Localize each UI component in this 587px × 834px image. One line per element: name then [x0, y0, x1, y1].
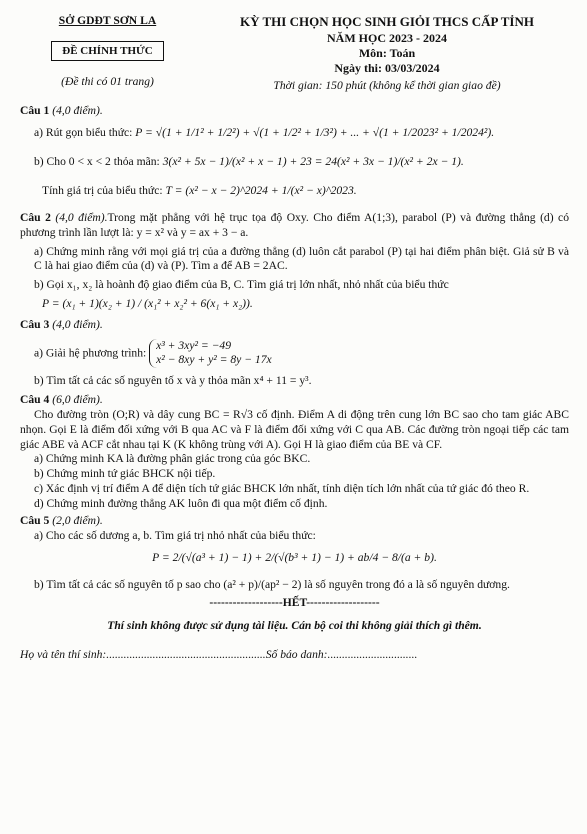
q3-eq1: x³ + 3xy² = −49	[156, 338, 231, 352]
q2-b-formula: P = (x₁ + 1)(x₂ + 1) / (x₁² + x₂² + 6(x₁ + x₂)).	[42, 296, 253, 310]
exam-header	[20, 14, 569, 94]
q1-a-label: a) Rút gọn biểu thức:	[34, 126, 133, 140]
school-year: NĂM HỌC 2023 - 2024	[327, 30, 447, 45]
official-badge: ĐỀ CHÍNH THỨC	[51, 41, 163, 61]
q3-eq2: x² − 8xy + y² = 8y − 17x	[156, 353, 272, 367]
q2-heading: Câu 2	[20, 210, 51, 224]
q4-intro: Cho đường tròn (O;R) và dây cung BC = R√3 cố định. Điểm A di động trên cung lớn BC sao cho tam giác ABC nhọn. Gọi E là điểm đối xứng với B qua AC và F là điểm đối xứng với C qua AB. Các đường tròn ngoại tiếp các tam giác ABE và ACF cắt nhau tại K (K không trùng với A). Gọi H là giao điểm của BE và CF.	[20, 407, 569, 451]
q1-a	[20, 126, 569, 141]
subject: Môn: Toán	[358, 45, 416, 60]
q5-a: a) Cho các số dương a, b. Tìm giá trị nhỏ nhất của biểu thức:	[34, 528, 316, 542]
exam-title: KỲ THI CHỌN HỌC SINH GIỎI THCS CẤP TỈNH	[239, 14, 534, 29]
q2-b: b) Gọi x₁, x₂ là hoành độ giao điểm của B, C. Tìm giá trị lớn nhất, nhỏ nhất của biểu thức	[34, 278, 449, 292]
question-4	[20, 393, 569, 512]
candidate-info-line: Họ và tên thí sinh:.......................................................Số báo danh:...............................	[20, 647, 418, 661]
question-2	[20, 211, 569, 312]
page-count: (Đề thi có 01 trang)	[61, 74, 154, 88]
q1-c	[20, 184, 569, 199]
q2-intro: Trong mặt phẳng với hệ trục tọa độ Oxy. Cho điểm A(1;3), parabol (P) và đường thẳng (d) có phương trình lần lượt là: y = x² và y = ax + 3 − a.	[20, 210, 569, 239]
q4-heading: Câu 4	[20, 393, 50, 407]
q1-b-formula: 3(x² + 5x − 1)/(x² + x − 1) + 23 = 24(x² + 3x − 1)/(x² + 2x − 1).	[162, 155, 464, 169]
header-left	[20, 14, 195, 94]
exam-date: Ngày thi: 03/03/2024	[334, 61, 440, 76]
q5-points: (2,0 điểm).	[52, 513, 103, 527]
q2-points: (4,0 điểm).	[55, 210, 108, 224]
question-5	[20, 514, 569, 593]
department-name: SỞ GDĐT SƠN LA	[58, 14, 157, 27]
q3-system	[149, 339, 272, 369]
q2-a: a) Chứng minh rằng với mọi giá trị của a đường thẳng (d) luôn cắt parabol (P) tại hai điểm phân biệt. Giả sử B và C là hai giao điểm của (d) và (P). Tìm a để AB = 2AC.	[34, 244, 569, 273]
q5-heading: Câu 5	[20, 513, 50, 527]
q1-b	[20, 155, 569, 170]
question-1	[20, 104, 569, 199]
q4-d: d) Chứng minh đường thẳng AK luôn đi qua một điểm cố định.	[34, 496, 328, 510]
q3-points: (4,0 điểm).	[52, 317, 103, 331]
q1-b-label: b) Cho 0 < x < 2 thỏa mãn:	[34, 155, 160, 169]
question-3	[20, 318, 569, 389]
q1-c-formula: T = (x² − x − 2)^2024 + 1/(x² − x)^2023.	[165, 184, 357, 198]
exam-note: Thí sinh không được sử dụng tài liệu. Cán bộ coi thi không giải thích gì thêm.	[107, 618, 482, 632]
end-marker: -------------------HẾT-------------------	[209, 596, 380, 610]
exam-time: Thời gian: 150 phút (không kể thời gian giao đề)	[273, 78, 501, 92]
q1-points: (4,0 điểm).	[52, 103, 103, 117]
header-right	[195, 14, 569, 94]
q5-b: b) Tìm tất cả các số nguyên tố p sao cho (a² + p)/(ap² − 2) là số nguyên trong đó a là số nguyên dương.	[34, 578, 510, 592]
q4-b: b) Chứng minh tứ giác BHCK nội tiếp.	[34, 467, 216, 481]
q3-heading: Câu 3	[20, 317, 50, 331]
q3-a	[20, 339, 569, 369]
q1-a-formula: P = √(1 + 1/1² + 1/2²) + √(1 + 1/2² + 1/3²) + ... + √(1 + 1/2023² + 1/2024²).	[135, 126, 495, 140]
q4-a: a) Chứng minh KA là đường phân giác trong của góc BKC.	[34, 452, 311, 466]
q3-b: b) Tìm tất cả các số nguyên tố x và y thỏa mãn x⁴ + 11 = y³.	[34, 374, 312, 388]
q3-a-label: a) Giải hệ phương trình:	[34, 346, 147, 360]
q4-c: c) Xác định vị trí điểm A để diện tích tứ giác BHCK lớn nhất, tính diện tích lớn nhất của tứ giác đó theo R.	[34, 482, 530, 496]
q4-points: (6,0 điểm).	[52, 393, 103, 407]
q1-heading: Câu 1	[20, 103, 50, 117]
q1-c-label: Tính giá trị của biểu thức:	[42, 184, 163, 198]
q5-a-formula: P = 2/(√(a³ + 1) − 1) + 2/(√(b³ + 1) − 1) + ab/4 − 8/(a + b).	[152, 551, 437, 565]
